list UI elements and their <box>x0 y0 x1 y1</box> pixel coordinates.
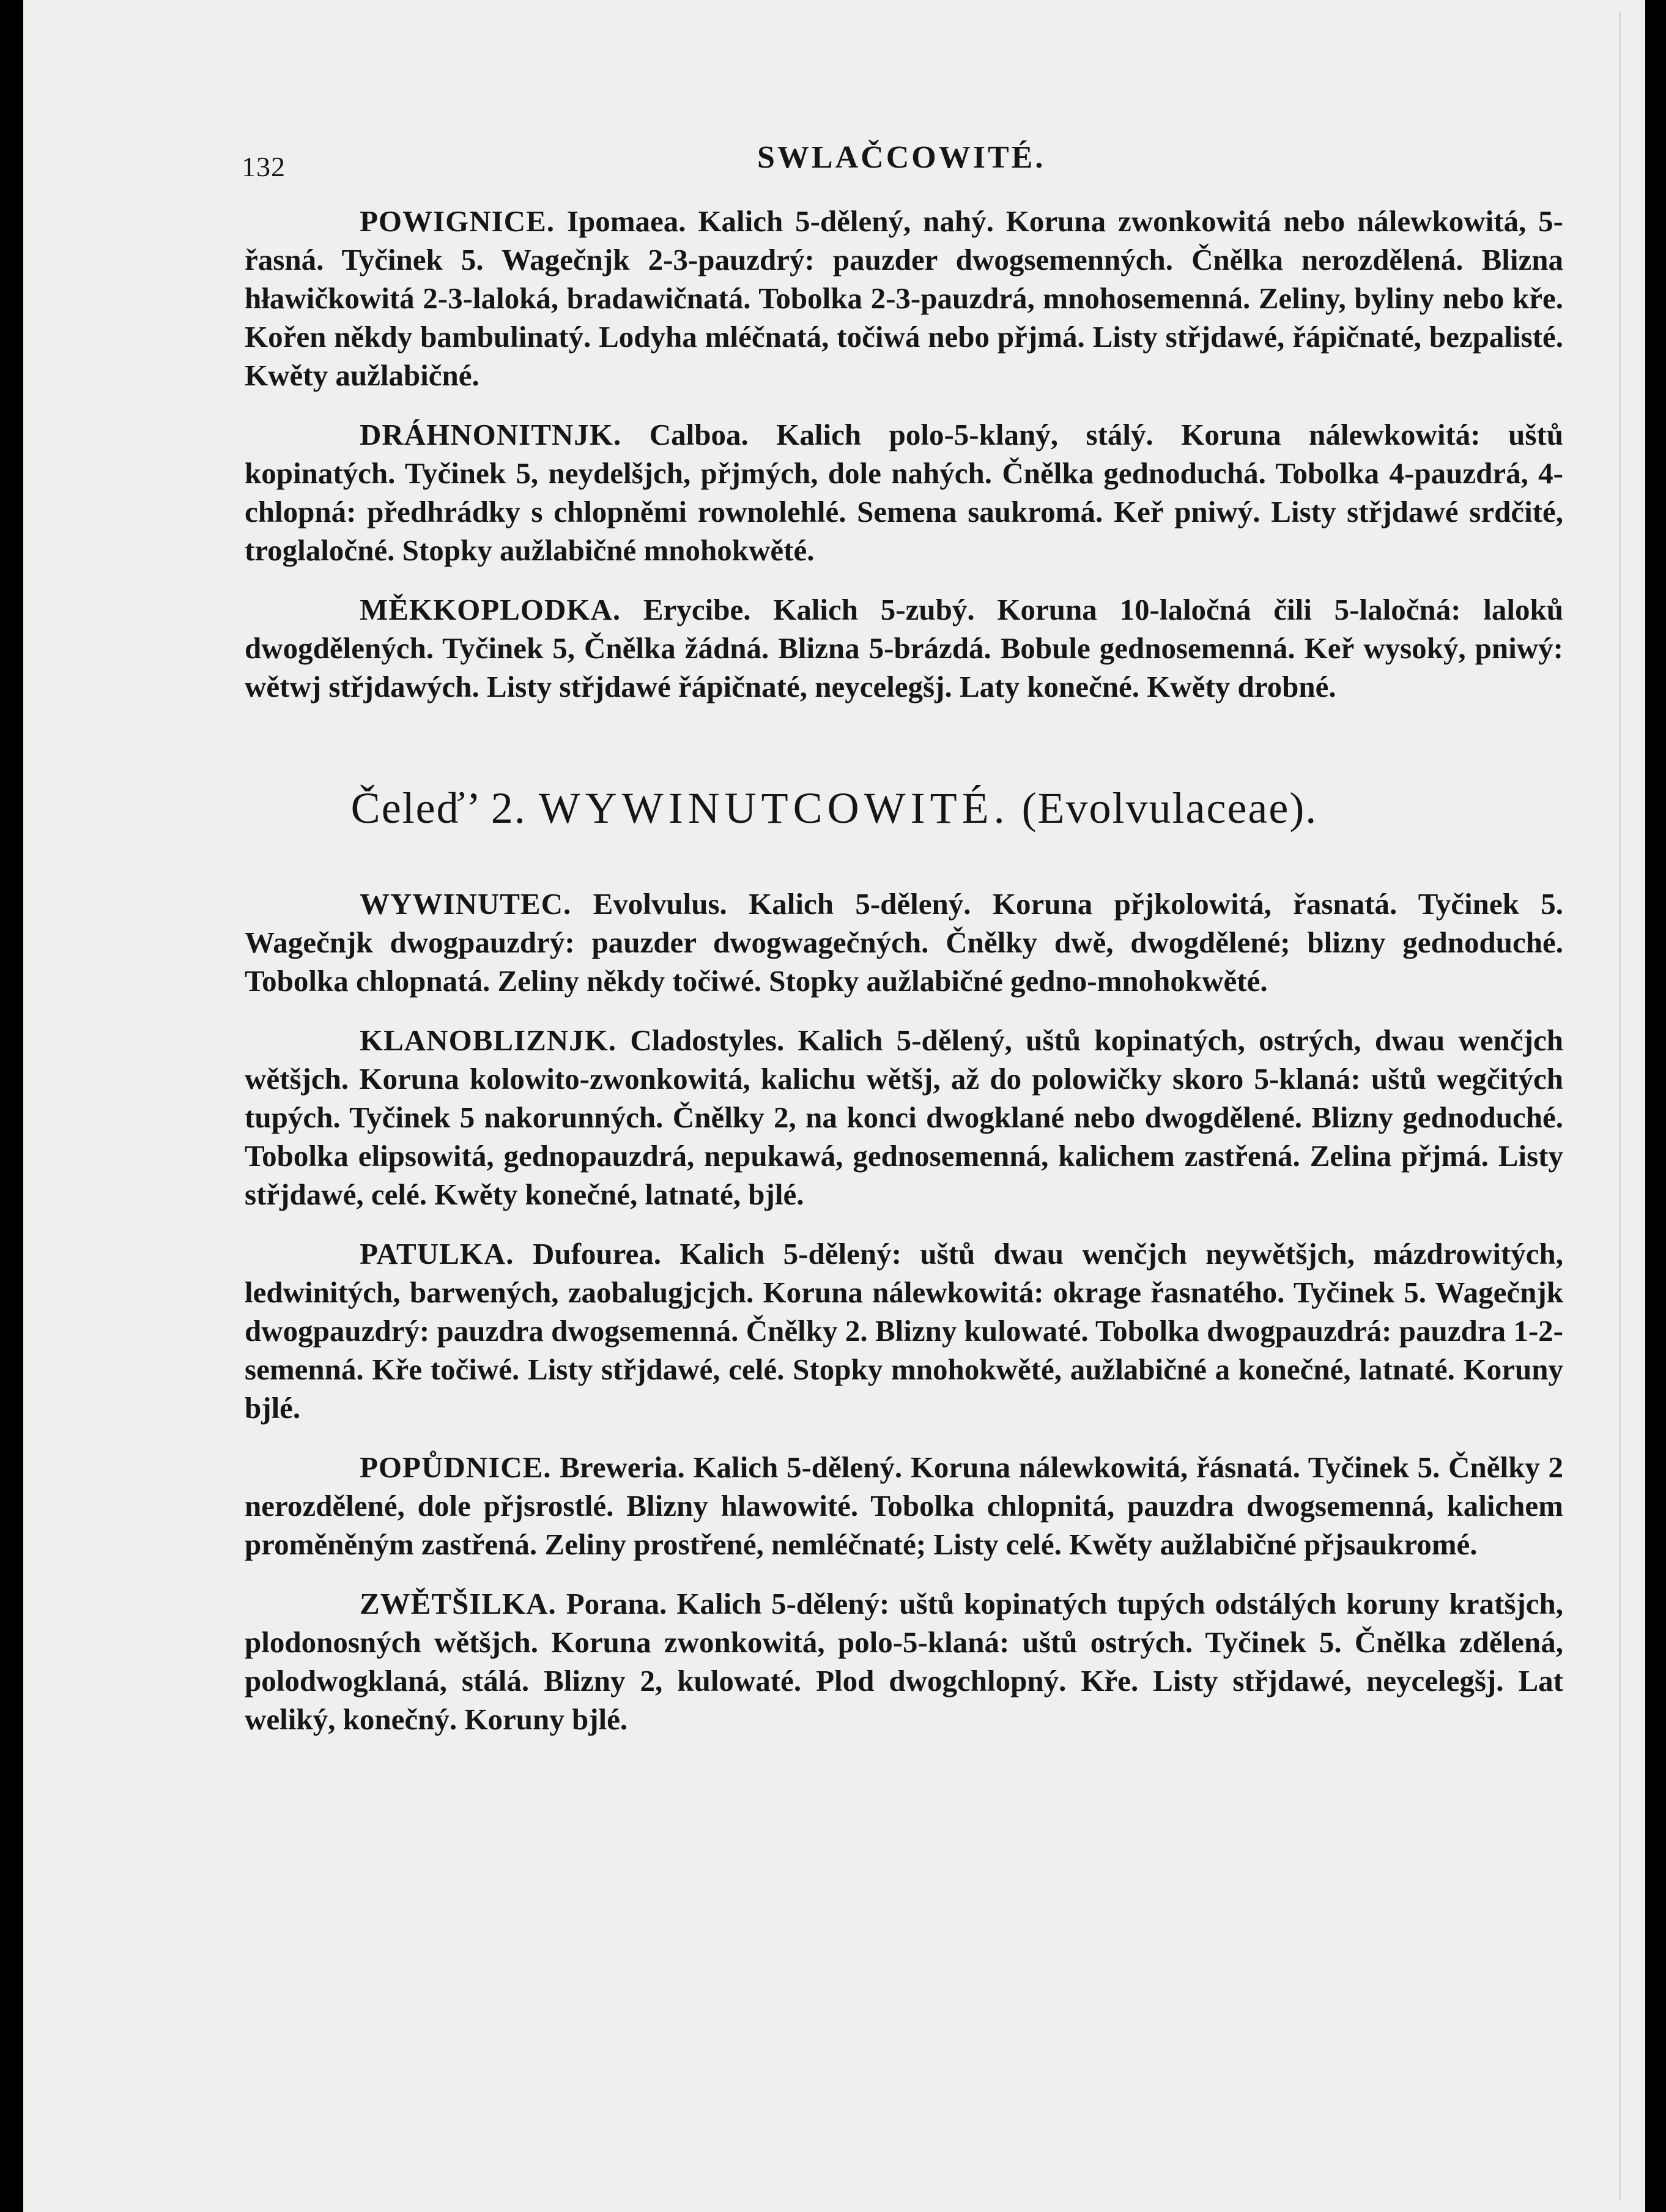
family-heading-prefix: Čeleď’ 2. <box>350 784 527 833</box>
genus-name: KLANOBLIZNJK. <box>360 1023 617 1057</box>
family-heading-latin: (Evolvulaceae). <box>1021 784 1318 833</box>
genus-name: PATULKA. <box>360 1237 514 1271</box>
genus-description: Evolvulus. Kalich 5-dělený. Koruna přjkolowitá, řasnatá. Tyčinek 5. Wagečnjk dwogpauzdrý: pauzder dwogwagečných. Čnělky dwě, dwogdělené; blizny gednoduché. Tobolka chlopnatá. Zeliny někdy točiwé. Stopky aužlabičné gedno-mnohokwěté. <box>245 887 1564 998</box>
running-head <box>23 139 1645 188</box>
page-edge <box>1619 12 1621 2200</box>
genus-entry <box>245 415 1563 570</box>
book-page <box>23 0 1645 2212</box>
genus-name: POPŮDNICE. <box>360 1450 552 1484</box>
entries-block-1 <box>245 202 1563 727</box>
genus-description: Dufourea. Kalich 5-dělený: uštů dwau wenčjch neywětšjch, mázdrowitých, ledwinitých, barwených, zaobalugjcjch. Koruna nálewkowitá: okrage řasnatého. Tyčinek 5. Wagečnjk dwogpauzdrý: pauzdra dwogsemenná. Čnělky 2. Blizny kulowaté. Tobolka dwogpauzdrá: pauzdra 1-2-semenná. Křе točiwé. Listy střjdawé, celé. Stopky mnohokwěté, aužlabičné a konečné, latnaté. Koruny bjlé. <box>245 1237 1563 1425</box>
entries-block-2 <box>245 885 1563 1759</box>
genus-entry <box>245 1021 1563 1214</box>
genus-description: Porana. Kalich 5-dělený: uštů kopinatých tupých odstálých koruny kratšjch, plodonosných wětšjch. Koruna zwonkowitá, polo-5-klaná: uštů ostrých. Tyčinek 5. Čnělka zdělená, polodwogklaná, stálá. Blizny 2, kulowaté. Plod dwogchlopný. Křе. Listy střjdawé, neycelegšj. Lat weliký, konečný. Koruny bjlé. <box>245 1587 1564 1736</box>
genus-description: Breweria. Kalich 5-dělený. Koruna nálewkowitá, řásnatá. Tyčinek 5. Čnělky 2 nerozdělené, dole přjsrostlé. Blizny hlawowité. Tobolka chlopnitá, pauzdra dwogsemenná, kalichem proměněným zastřená. Zeliny prostřené, nemléčnaté; Listy celé. Kwěty aužlabičné přjsaukromé. <box>245 1450 1563 1561</box>
genus-entry <box>245 202 1563 395</box>
genus-description: Erycibe. Kalich 5-zubý. Koruna 10-laločná čili 5-laločná: laloků dwogdělených. Tyčinek 5, Čnělka žádná. Blizna 5-brázdá. Bobule gednosemenná. Keř wysoký, pniwý: wětwj střjdawých. Listy střjdawé řápičnaté, neycelegšj. Laty konečné. Kwěty drobné. <box>245 593 1564 703</box>
genus-name: POWIGNICE. <box>360 204 555 238</box>
genus-description: Calboa. Kalich polo-5-klaný, stálý. Koruna nálewkowitá: uštů kopinatých. Tyčinek 5, neydelšjch, přjmých, dole nahých. Čnělka gednoduchá. Tobolka 4-pauzdrá, 4-chlopná: předhrádky s chlopněmi rownolehlé. Semena saukromá. Keř pniwý. Listy střjdawé srdčité, troglaločné. Stopky aužlabičné mnohokwěté. <box>245 418 1563 567</box>
family-heading <box>23 783 1645 834</box>
genus-name: WYWINUTEC. <box>360 887 572 921</box>
genus-entry <box>245 1234 1563 1427</box>
family-heading-name: WYWINUTCOWITÉ. <box>538 784 1010 833</box>
genus-name: ZWĚTŠILKA. <box>360 1587 557 1620</box>
genus-name: DRÁHNONITNJK. <box>360 418 622 451</box>
genus-entry <box>245 1448 1563 1564</box>
genus-entry <box>245 590 1563 706</box>
genus-description: Ipomaea. Kalich 5-dělený, nahý. Koruna zwonkowitá nebo nálewkowitá, 5-řasná. Tyčinek 5. Wagečnjk 2-3-pauzdrý: pauzder dwogsemenných. Čnělka nerozdělená. Blizna hławičkowitá 2-3-laloká, bradawičnatá. Tobolka 2-3-pauzdrá, mnohosemenná. Zeliny, byliny nebo křе. Kořen někdy bambulinatý. Lodyha mléčnatá, točiwá nebo přjmá. Listy střjdawé, řápičnaté, bezpalisté. Kwěty aužlabičné. <box>245 204 1563 392</box>
genus-entry <box>245 885 1563 1000</box>
genus-description: Cladostyles. Kalich 5-dělený, uštů kopinatých, ostrých, dwau wenčjch wětšjch. Koruna kolowito-zwonkowitá, kalichu wětšj, až do polowičky skoro 5-klaná: uštů wegčitých tupých. Tyčinek 5 nakorunných. Čnělky 2, na konci dwogklané nebo dwogdělené. Blizny gednoduché. Tobolka elipsowitá, gednopauzdrá, nepukawá, gednosemenná, kalichem zastřená. Zelina přjmá. Listy střjdawé, celé. Kwěty konečné, latnaté, bjlé. <box>245 1023 1563 1211</box>
section-title: SWLAČCOWITÉ. <box>757 140 1046 175</box>
genus-name: MĚKKOPLODKA. <box>360 593 621 626</box>
genus-entry <box>245 1584 1563 1739</box>
page-number: 132 <box>242 151 286 182</box>
